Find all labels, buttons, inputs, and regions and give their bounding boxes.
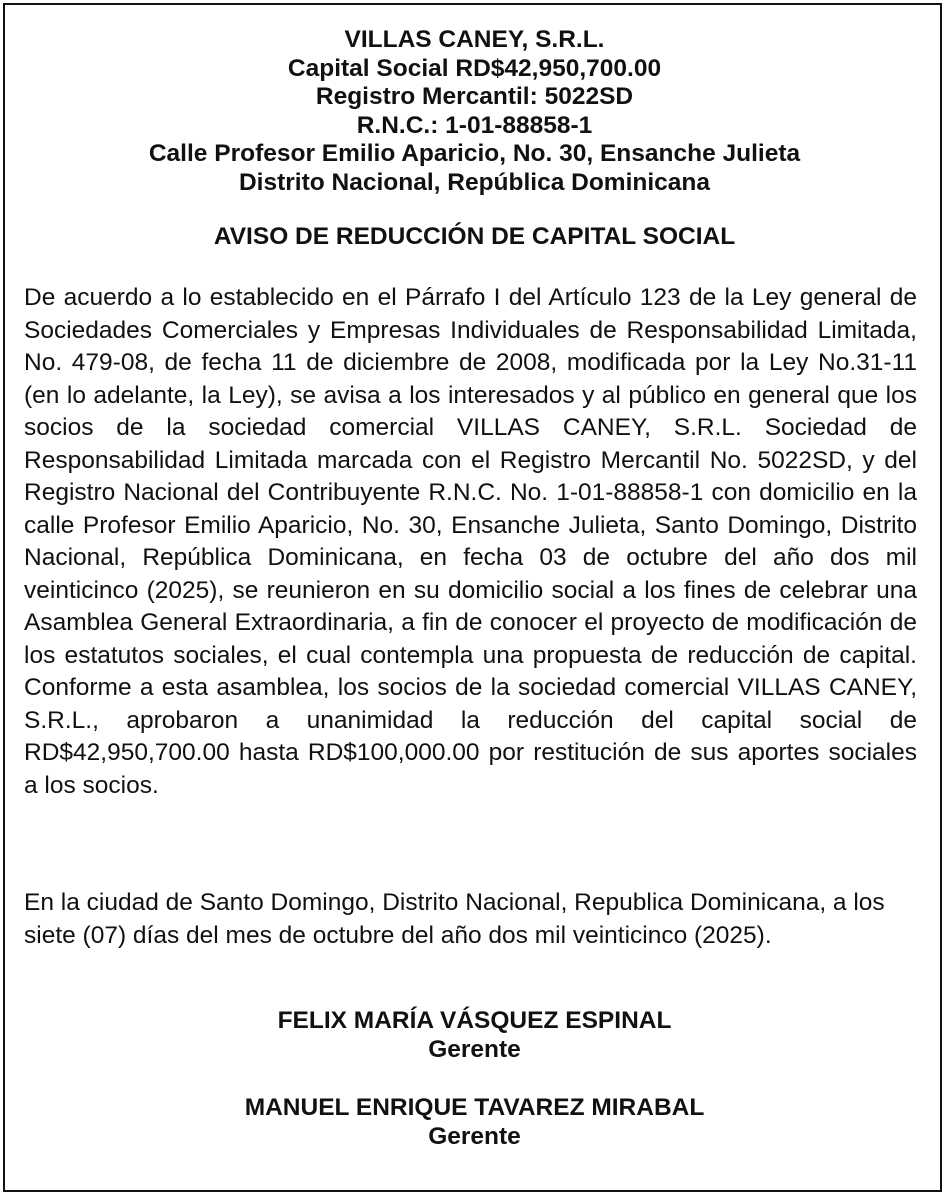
signature-block-1 bbox=[0, 1006, 949, 1064]
company-header bbox=[0, 26, 949, 197]
notice-paragraph-date: En la ciudad de Santo Domingo, Distrito Nacional, Republica Dominicana, a los siete (07) días del mes de octubre del año dos mil veinticinco (2025). bbox=[24, 889, 885, 949]
signatory-name: FELIX MARÍA VÁSQUEZ ESPINAL bbox=[277, 1007, 672, 1034]
notice-paragraph-main: De acuerdo a lo establecido en el Párrafo I del Artículo 123 de la Ley general de Sociedades Comerciales y Empresas Individuales de Responsabilidad Limitada, No. 479-08, de fecha 11 de diciembre de 2008, modificada por la Ley No.31-11 (en lo adelante, la Ley), se avisa a los interesados y al público en general que los socios de la sociedad comercial VILLAS CANEY, S.R.L. Sociedad de Responsabilidad Limitada marcada con el Registro Mercantil No. 5022SD, y del Registro Nacional del Contribuyente R.N.C. No. 1-01-88858-1 con domicilio en la calle Profesor Emilio Aparicio, No. 30, Ensanche Julieta, Santo Domingo, Distrito Nacional, República Dominicana, en fecha 03 de octubre del año dos mil veinticinco (2025), se reunieron en su domicilio social a los fines de celebrar una Asamblea General Extraordinaria, a fin de conocer el proyecto de modificación de los estatutos sociales, el cual contempla una propuesta de reducción de capital. Conforme a esta asamblea, los socios de la sociedad comercial VILLAS CANEY, S.R.L., aprobaron a unanimidad la reducción del capital social de RD$42,950,700.00 hasta RD$100,000.00 por restitución de sus aportes sociales a los socios. bbox=[24, 284, 917, 799]
rnc-number: R.N.C.: 1-01-88858-1 bbox=[356, 111, 593, 139]
signatory-title: Gerente bbox=[428, 1036, 521, 1063]
signatory-title: Gerente bbox=[428, 1123, 521, 1150]
capital-social: Capital Social RD$42,950,700.00 bbox=[287, 54, 662, 82]
signature-block-2 bbox=[0, 1093, 949, 1151]
address-line-2: Distrito Nacional, República Dominicana bbox=[238, 168, 711, 196]
signatory-name: MANUEL ENRIQUE TAVAREZ MIRABAL bbox=[244, 1094, 705, 1121]
address-line-1: Calle Profesor Emilio Aparicio, No. 30, Ensanche Julieta bbox=[148, 140, 801, 167]
notice-title: AVISO DE REDUCCIÓN DE CAPITAL SOCIAL bbox=[213, 223, 736, 250]
registro-mercantil: Registro Mercantil: 5022SD bbox=[315, 83, 634, 110]
company-name: VILLAS CANEY, S.R.L. bbox=[344, 26, 605, 53]
